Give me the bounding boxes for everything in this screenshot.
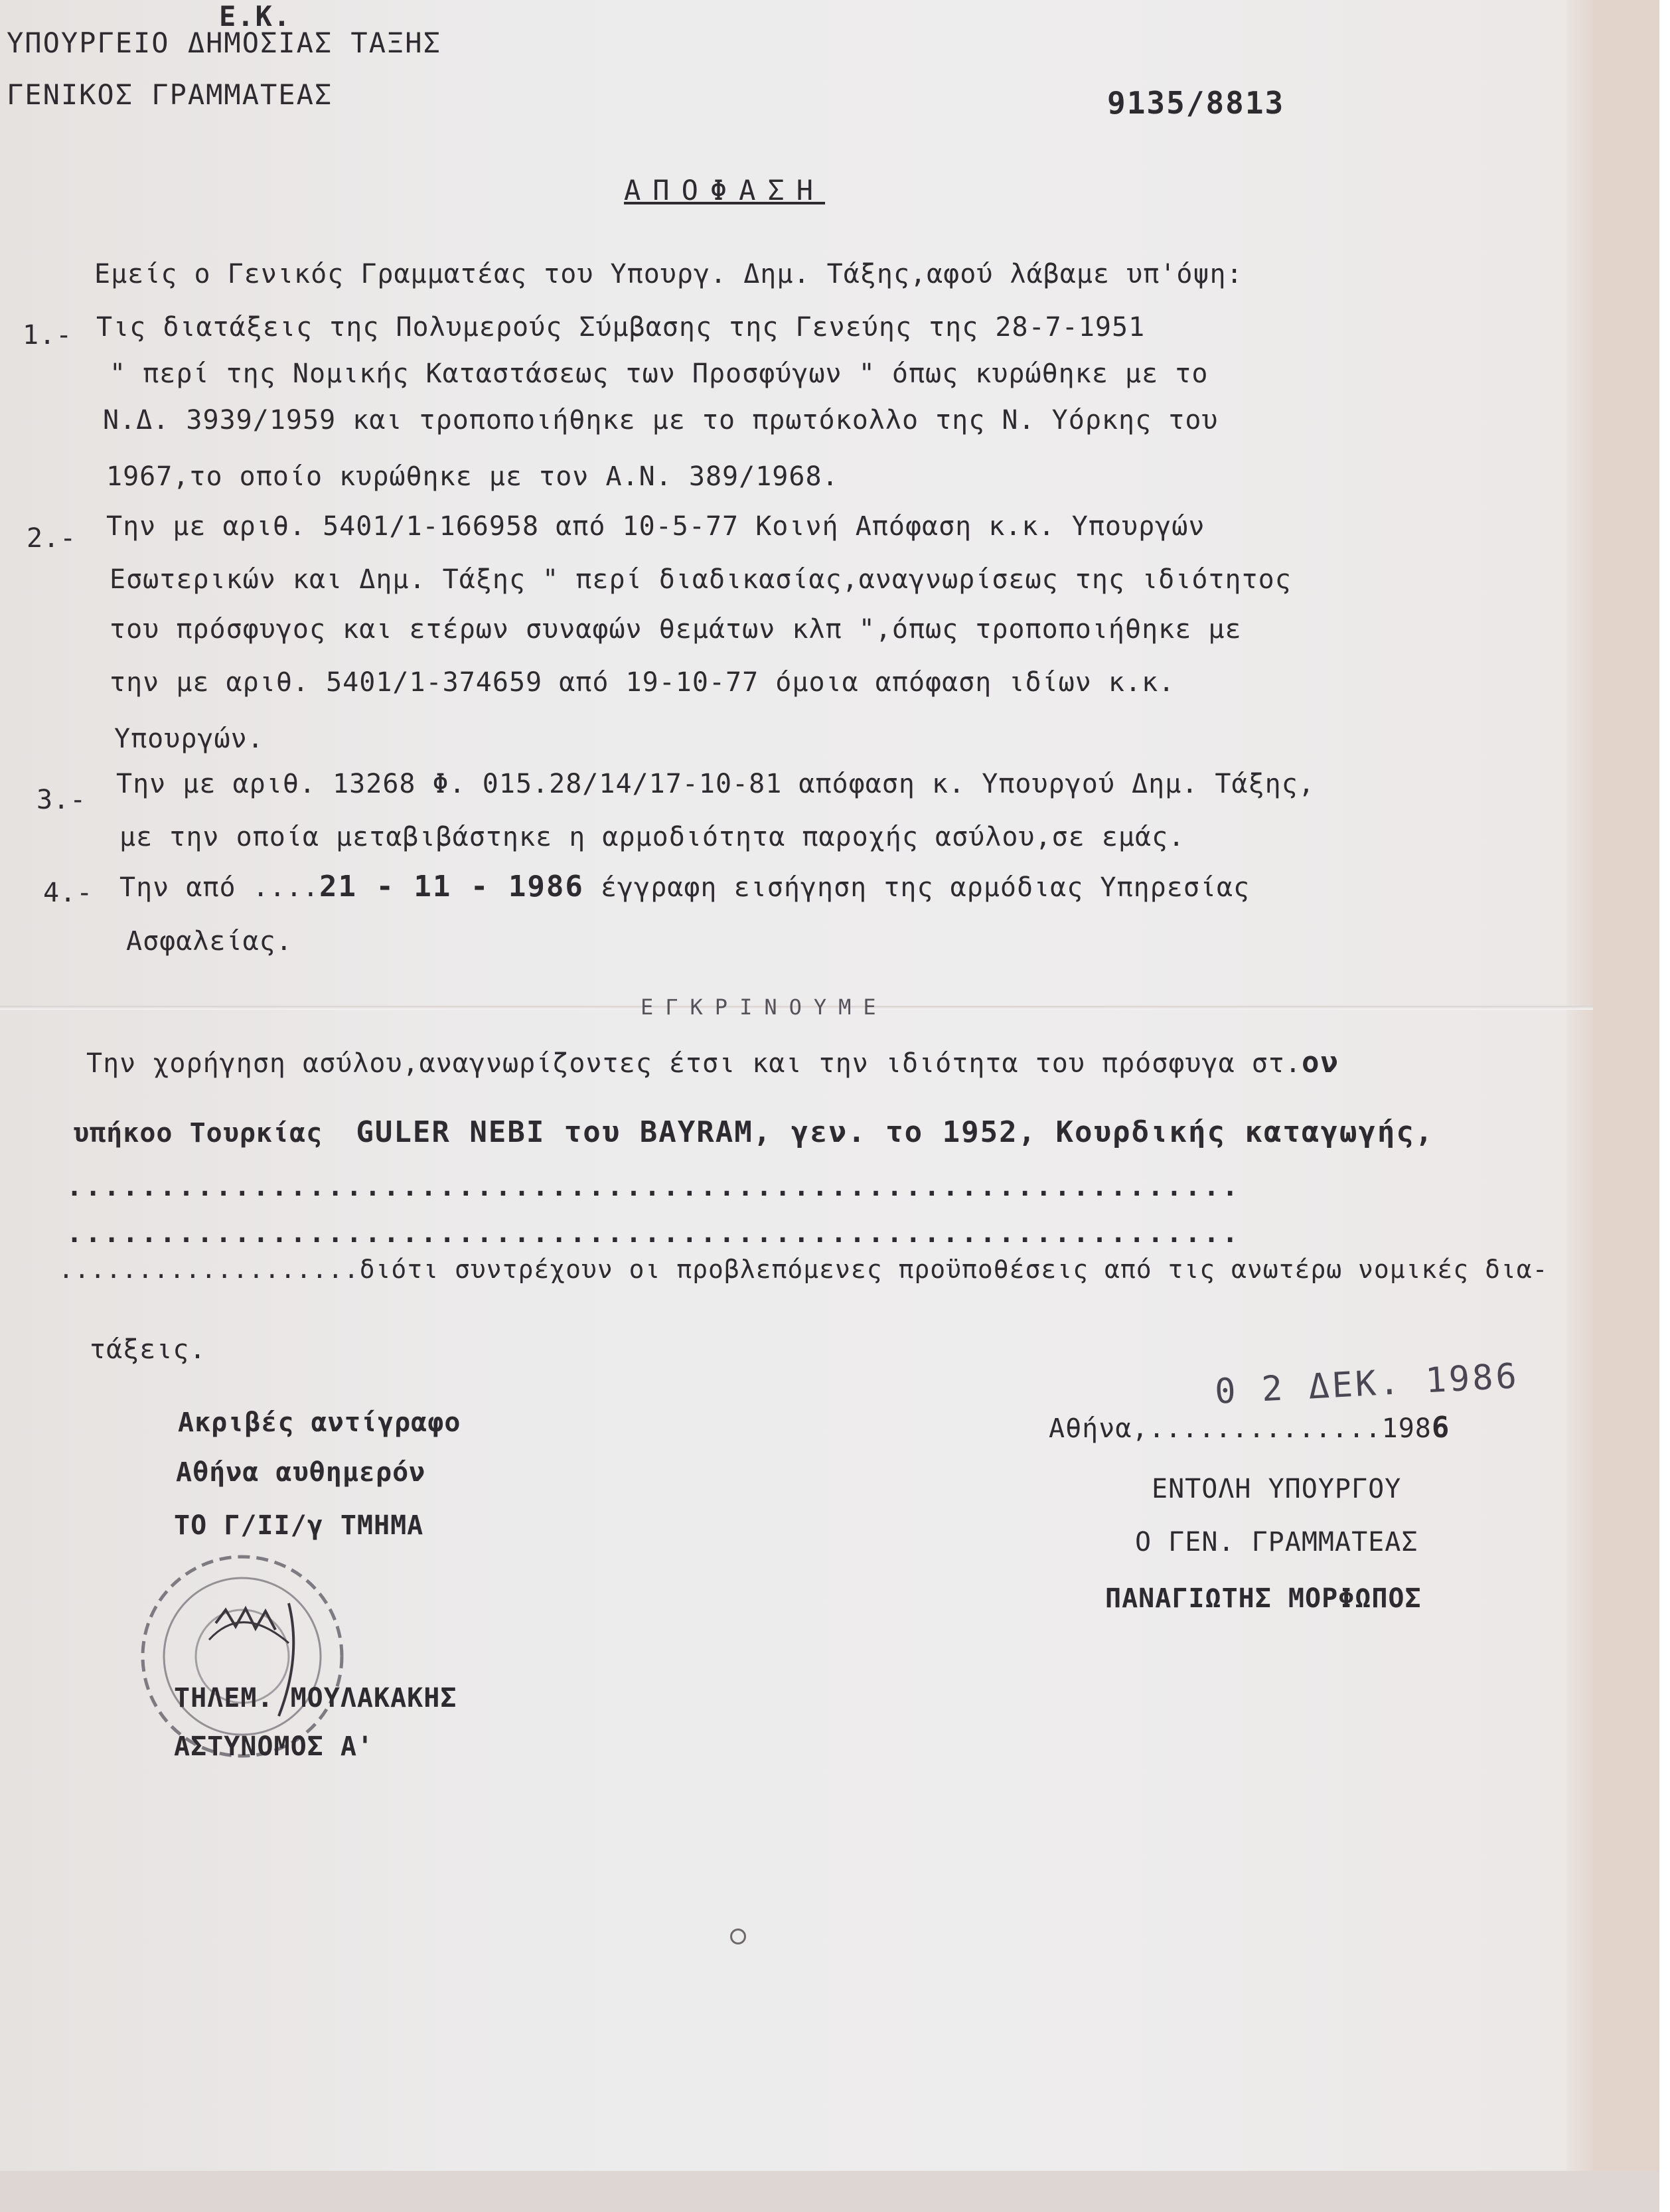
decision-line: τάξεις. (90, 1334, 206, 1365)
ministry-name: ΥΠΟΥΡΓΕΙΟ ΔΗΜΟΣΙΑΣ ΤΑΞΗΣ (7, 27, 441, 59)
clause-lead: Την από .... (119, 872, 319, 903)
clause-line: του πρόσφυγος και ετέρων συναφών θεμάτων κλπ ",όπως τροποποιήθηκε με (110, 614, 1242, 645)
place-date-text: Αθήνα,..............198 (1049, 1413, 1432, 1444)
department: ΤΟ Γ/ΙΙ/γ ΤΜΗΜΑ (174, 1510, 424, 1541)
minister-order: ΕΝΤΟΛΗ ΥΠΟΥΡΓΟΥ (1152, 1474, 1402, 1504)
clause-line: " περί της Νομικής Καταστάσεως των Προσφύγων " όπως κυρώθηκε με το (110, 358, 1209, 389)
document-title: ΑΠΟΦΑΣΗ (624, 174, 826, 206)
clause-line: Την με αριθ. 13268 Φ. 015.28/14/17-10-81 απόφαση κ. Υπουργού Δημ. Τάξης, (116, 769, 1315, 799)
dotted-line: ............................................................... (66, 1172, 1241, 1202)
date-stamp: 0 2 ΔΕΚ. 1986 (1213, 1356, 1521, 1412)
protocol-number: 9135/8813 (1107, 85, 1285, 121)
officer-name: ΤΗΛΕΜ. ΜΟΥΛΑΚΑΚΗΣ (174, 1683, 457, 1713)
secretary-general: Ο ΓΕΝ. ΓΡΑΜΜΑΤΕΑΣ (1135, 1527, 1418, 1557)
citizenship-text: υπήκοο Τουρκίας (73, 1118, 323, 1148)
clause-line: με την οποία μεταβιβάστηκε η αρμοδιότητα παροχής ασύλου,σε εμάς. (119, 822, 1185, 852)
clause-line: Τις διατάξεις της Πολυμερούς Σύμβασης της Γενεύης της 28-7-1951 (96, 312, 1146, 343)
decision-suffix: ον (1302, 1046, 1339, 1079)
refugee-details: GULER NEBI του BAYRAM, γεν. το 1952, Κουρδικής καταγωγής, (356, 1115, 1434, 1149)
clause-number: 2.- (27, 523, 77, 554)
secretary-title: ΓΕΝΙΚΟΣ ΓΡΑΜΜΑΤΕΑΣ (7, 78, 333, 111)
paper-edge-shadow (1566, 0, 1593, 2212)
certified-copy: Ακριβές αντίγραφο (178, 1407, 461, 1438)
clause-line: την με αριθ. 5401/1-374659 από 19-10-77 όμοια απόφαση ιδίων κ.κ. (110, 667, 1176, 698)
decision-text: Την χορήγηση ασύλου,αναγνωρίζοντες έτσι και την ιδιότητα του πρόσφυγα στ. (86, 1048, 1302, 1079)
dotted-line: ............................................................... (66, 1218, 1241, 1249)
decision-line (73, 1115, 1434, 1149)
year-digit: 6 (1431, 1411, 1451, 1445)
punch-hole (730, 1929, 746, 1944)
clause-line (119, 870, 1250, 904)
clause-rest: έγγραφη εισήγηση της αρμόδιας Υπηρεσίας (583, 872, 1251, 903)
paper-edge (1593, 0, 1659, 2212)
clause-line: Την με αριθ. 5401/1-166958 από 10-5-77 Κοινή Απόφαση κ.κ. Υπουργών (106, 511, 1205, 542)
header-initials: Ε.Κ. (219, 0, 292, 33)
paper-bottom-edge (0, 2171, 1659, 2212)
decision-heading: ΕΓΚΡΙΝΟΥΜΕ (641, 994, 888, 1020)
recommendation-date: 21 - 11 - 1986 (319, 870, 584, 904)
clause-number: 1.- (23, 320, 73, 351)
place-date (1049, 1411, 1450, 1445)
signatory-name: ΠΑΝΑΓΙΩΤΗΣ ΜΟΡΦΩΠΟΣ (1105, 1583, 1422, 1614)
intro-text: Εμείς ο Γενικός Γραμματέας του Υπουργ. Δημ. Τάξης,αφού λάβαμε υπ'όψη: (94, 259, 1243, 289)
decision-line (86, 1046, 1339, 1079)
clause-line: Εσωτερικών και Δημ. Τάξης " περί διαδικασίας,αναγνωρίσεως της ιδιότητος (110, 564, 1292, 595)
clause-line: Ασφαλείας. (126, 926, 293, 957)
copy-date: Αθήνα αυθημερόν (176, 1457, 426, 1488)
clause-line: Υπουργών. (114, 724, 264, 754)
decision-line: ...................διότι συντρέχουν οι προβλεπόμενες προϋποθέσεις από τις ανωτέρω νομικές δια- (58, 1255, 1549, 1284)
clause-line: Ν.Δ. 3939/1959 και τροποποιήθηκε με το πρωτόκολλο της Ν. Υόρκης του (103, 405, 1219, 435)
official-seal-stamp (136, 1550, 348, 1763)
clause-line: 1967,το οποίο κυρώθηκε με τον Α.Ν. 389/1968. (106, 461, 839, 492)
clause-number: 3.- (37, 785, 87, 815)
officer-rank: ΑΣΤΥΝΟΜΟΣ Α' (174, 1731, 374, 1762)
clause-number: 4.- (43, 878, 94, 908)
